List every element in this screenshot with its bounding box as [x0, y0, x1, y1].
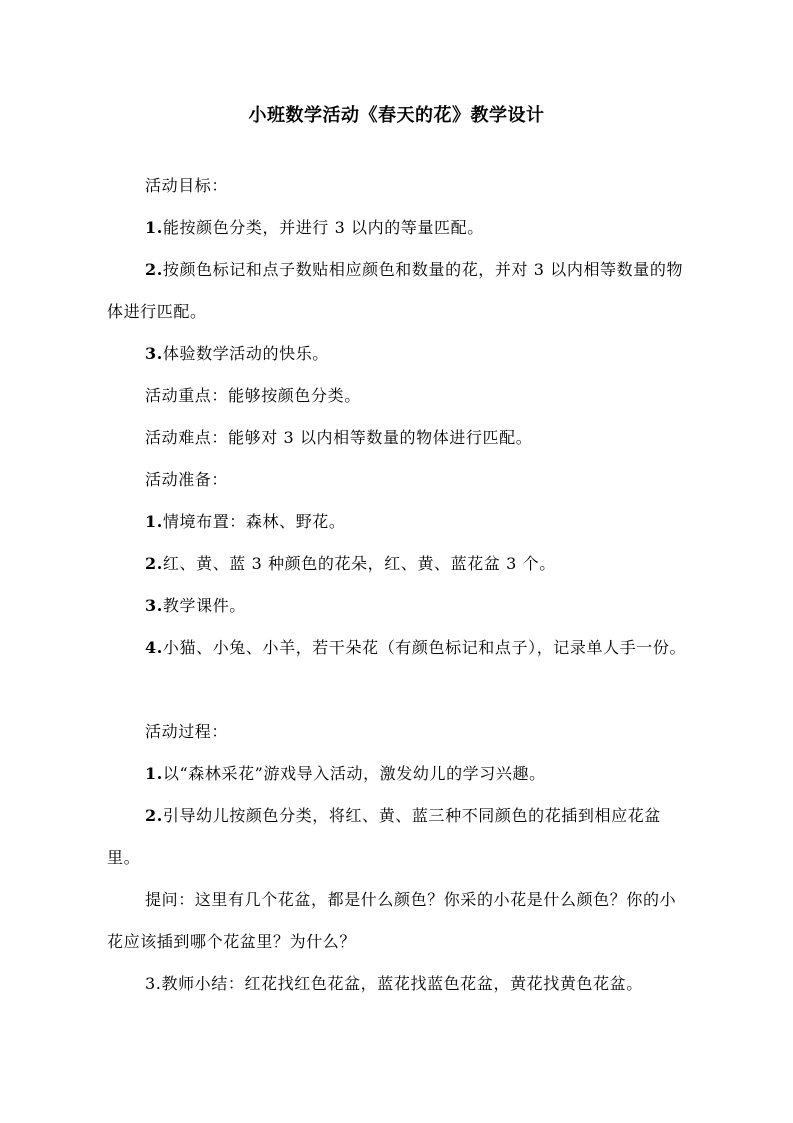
- prep-4: [107, 627, 689, 669]
- focus-paragraph: 活动重点：能够按颜色分类。: [145, 386, 361, 405]
- prep-3-text: 教学课件。: [162, 596, 246, 615]
- goal-2: [107, 249, 689, 333]
- question-paragraph: 提问：这里有几个花盆，都是什么颜色？你采的小花是什么颜色？你的小花应该插到哪个花盆里？为什么？: [107, 890, 677, 951]
- goal-3-number: 3.: [145, 344, 163, 363]
- process-2: [107, 795, 689, 879]
- difficulty-paragraph: 活动难点：能够对 3 以内相等数量的物体进行匹配。: [145, 428, 533, 447]
- goal-3: [107, 333, 689, 375]
- prep-1: [107, 501, 689, 543]
- process-3-text: 教师小结：红花找红色花盆，蓝花找蓝色花盆，黄花找黄色花盆。: [161, 974, 643, 993]
- goal-2-text: 按颜色标记和点子数贴相应颜色和数量的花，并对 3 以内相等数量的物体进行匹配。: [107, 260, 684, 321]
- process-1: [107, 753, 689, 795]
- prep-1-text: 情境布置：森林、野花。: [162, 512, 346, 531]
- process-heading: 活动过程：: [145, 722, 229, 741]
- prep-2-number: 2.: [145, 554, 163, 573]
- process-1-number: 1.: [145, 764, 163, 783]
- process-3-number: 3.: [145, 974, 162, 993]
- prep-2: [107, 543, 689, 585]
- goal-1: [107, 207, 689, 249]
- prep-4-text: 小猫、小兔、小羊，若干朵花（有颜色标记和点子），记录单人手一份。: [162, 638, 687, 657]
- process-1-text: 以“森林采花”游戏导入活动，激发幼儿的学习兴趣。: [162, 764, 546, 783]
- process-3: [107, 963, 689, 1005]
- document-title: 小班数学活动《春天的花》教学设计: [248, 105, 545, 126]
- goal-2-number: 2.: [145, 260, 163, 279]
- process-2-number: 2.: [145, 806, 163, 825]
- prep-1-number: 1.: [145, 512, 163, 531]
- prep-2-text: 红、黄、蓝 3 种颜色的花朵，红、黄、蓝花盆 3 个。: [162, 554, 556, 573]
- prep-3-number: 3.: [145, 596, 163, 615]
- process-2-text: 引导幼儿按颜色分类，将红、黄、蓝三种不同颜色的花插到相应花盆里。: [107, 806, 661, 867]
- goal-3-text: 体验数学活动的快乐。: [162, 344, 329, 363]
- prep-4-number: 4.: [145, 638, 163, 657]
- prep-3: [107, 585, 689, 627]
- goal-1-number: 1.: [145, 218, 163, 237]
- prep-heading: 活动准备：: [145, 470, 229, 489]
- goals-heading: 活动目标：: [145, 176, 229, 195]
- goal-1-text: 能按颜色分类，并进行 3 以内的等量匹配。: [162, 218, 484, 237]
